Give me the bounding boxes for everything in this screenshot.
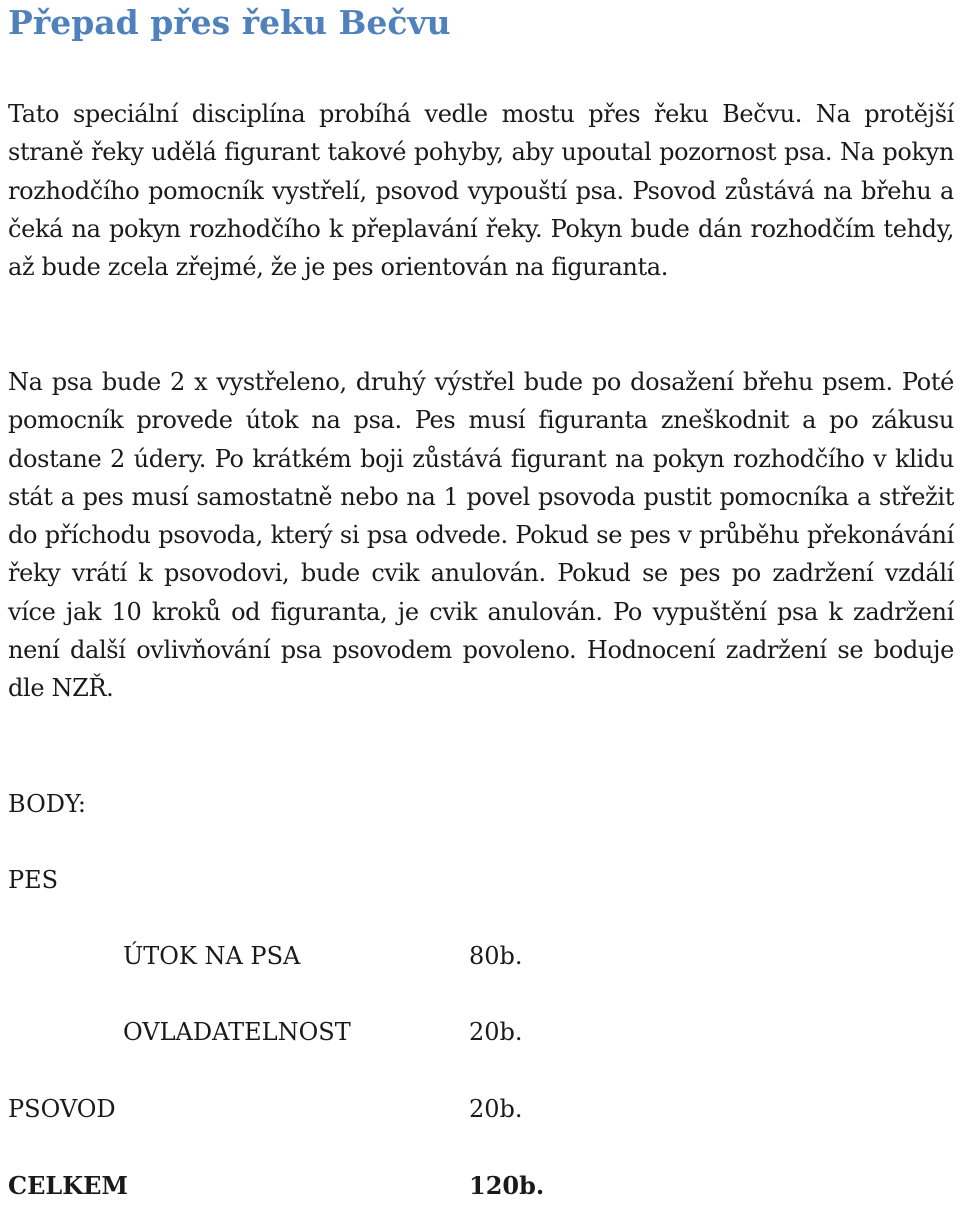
- total-points: 120b.: [469, 1171, 545, 1200]
- score-points: 80b.: [469, 942, 523, 970]
- document-title: Přepad přes řeku Bečvu: [8, 3, 451, 42]
- score-points: 20b.: [469, 1018, 523, 1046]
- score-item: OVLADATELNOST: [123, 1018, 351, 1046]
- score-group: PSOVOD: [8, 1095, 116, 1123]
- total-label: CELKEM: [8, 1171, 128, 1200]
- score-row-total: [8, 1167, 954, 1205]
- dog-section-label: PES: [8, 866, 59, 894]
- score-points: 20b.: [469, 1095, 523, 1123]
- score-row-control: [8, 1013, 954, 1051]
- points-heading: BODY:: [8, 790, 86, 818]
- score-item: ÚTOK NA PSA: [123, 942, 301, 970]
- score-row-handler: [8, 1090, 954, 1128]
- document-page: [8, 0, 954, 1198]
- score-row-attack: [8, 937, 954, 975]
- paragraph-rules: Na psa bude 2 x vystřeleno, druhý výstřel bude po dosažení břehu psem. Poté pomocník provede útok na psa. Pes musí figuranta zneškodnit a po zákusu dostane 2 údery. Po krátkém boji zůstává figurant na pokyn rozhodčího v klidu stát a pes musí samostatně nebo na 1 povel psovoda pustit pomocníka a střežit do příchodu psovoda, který si psa odvede. Pokud se pes v průběhu překonávání řeky vrátí k psovodovi, bude cvik anulován. Pokud se pes po zadržení vzdálí více jak 10 kroků od figuranta, je cvik anulován. Po vypuštění psa k zadržení není další ovlivňování psa psovodem povoleno. Hodnocení zadržení se boduje dle NZŘ.: [8, 368, 954, 703]
- paragraph-intro: Tato speciální disciplína probíhá vedle mostu přes řeku Bečvu. Na protější straně řeky udělá figurant takové pohyby, aby upoutal pozornost psa. Na pokyn rozhodčího pomocník vystřelí, psovod vypouští psa. Psovod zůstává na břehu a čeká na pokyn rozhodčího k přeplavání řeky. Pokyn bude dán rozhodčím tehdy, až bude zcela zřejmé, že je pes orientován na figuranta.: [8, 100, 954, 282]
